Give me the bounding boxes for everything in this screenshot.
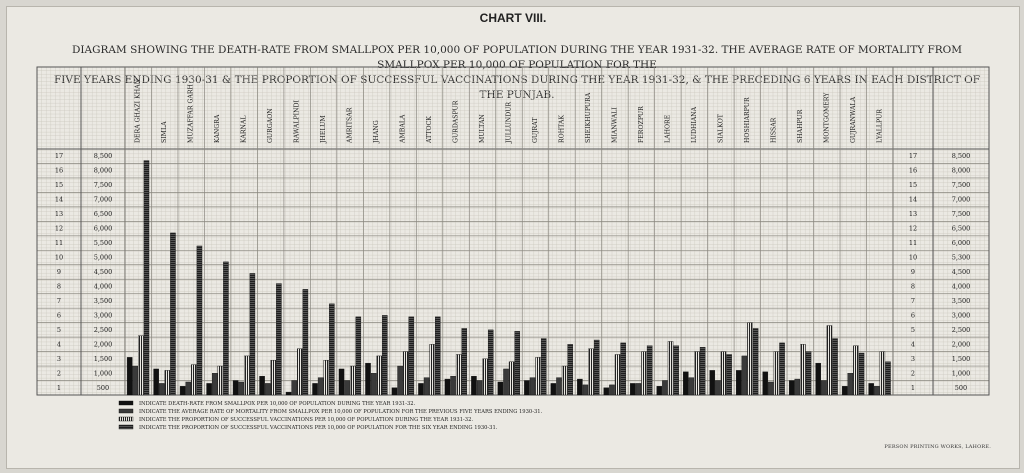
bar (409, 317, 414, 395)
left-scale-tick: 13 (54, 210, 64, 219)
bar (885, 362, 890, 395)
left-scale-tick: 14 (54, 195, 64, 204)
bar (445, 379, 450, 395)
right-scale-tick: 16 (908, 166, 918, 175)
district-label: JHANG (373, 120, 381, 143)
right-scale-tick: 14 (908, 195, 918, 204)
bar (800, 344, 805, 395)
district-label: JULLUNDUR (505, 101, 513, 143)
left-scale-tick: 4 (56, 340, 62, 349)
bar (869, 383, 874, 395)
bar (223, 262, 228, 395)
bar (339, 369, 344, 395)
right-vacc-scale-tick: 6,500 (951, 224, 971, 233)
left-vacc-scale-tick: 4,500 (93, 268, 113, 276)
legend-swatch (119, 401, 133, 405)
bar (218, 366, 223, 395)
right-vacc-scale-tick: 3,500 (951, 296, 971, 305)
right-vacc-scale-tick: 2,000 (951, 340, 971, 349)
district-label: HOSHIARPUR (743, 97, 751, 143)
bar (418, 383, 423, 395)
bar (795, 379, 800, 395)
district-label: LAHORE (664, 114, 672, 143)
bar (674, 346, 679, 395)
district-label: ROHTAK (558, 114, 566, 143)
right-scale-tick: 13 (908, 210, 918, 219)
right-scale-tick: 10 (908, 253, 918, 262)
left-vacc-scale-tick: 6,500 (93, 210, 113, 219)
bar (874, 386, 879, 395)
right-scale-tick: 4 (910, 340, 916, 349)
bar (683, 372, 688, 395)
left-scale-tick: 12 (54, 224, 64, 233)
bar (736, 370, 741, 395)
district-label: GURGAON (267, 108, 275, 143)
bar (509, 362, 514, 395)
bar (165, 370, 170, 395)
district-label: SHEIKHUPURA (584, 92, 592, 143)
bar (207, 383, 212, 395)
district-label: MUZAFFAR GARH (187, 84, 195, 143)
district-label: RAWALPINDI (293, 100, 301, 143)
right-vacc-scale-tick: 1,000 (951, 369, 971, 378)
right-vacc-scale-tick: 8,500 (951, 152, 971, 161)
bar (403, 352, 408, 395)
bar (753, 328, 758, 395)
district-label: MIANWALI (611, 107, 619, 143)
bar (621, 343, 626, 395)
bar (498, 382, 503, 395)
district-label: GUJRAT (531, 117, 539, 143)
district-label: DERA GHAZI KHAN (134, 79, 142, 143)
bar (604, 388, 609, 395)
left-scale-tick: 5 (56, 325, 62, 334)
district-label: MULTAN (479, 114, 487, 143)
district-label: SHAHPUR (796, 109, 804, 143)
bar (456, 354, 461, 395)
bar (848, 373, 853, 395)
district-label: SIMLA (161, 121, 169, 143)
bar (318, 378, 323, 395)
left-scale-tick: 8 (56, 282, 62, 291)
bar (710, 370, 715, 395)
bar (356, 317, 361, 395)
bar (689, 378, 694, 395)
bar (471, 376, 476, 395)
left-vacc-scale-tick: 7,500 (93, 181, 113, 190)
bar (774, 352, 779, 395)
bar (345, 381, 350, 395)
right-scale-tick: 6 (910, 311, 916, 320)
bar (556, 378, 561, 395)
bar (365, 363, 370, 395)
bar (715, 381, 720, 395)
left-vacc-scale-tick: 4,000 (93, 282, 113, 291)
bar (562, 366, 567, 395)
left-scale-tick: 1 (56, 383, 62, 392)
bar (583, 385, 588, 395)
bar (636, 383, 641, 395)
bar (170, 233, 175, 395)
bar (462, 328, 467, 395)
bar (594, 340, 599, 395)
left-scale-tick: 2 (56, 369, 62, 378)
bar (292, 381, 297, 395)
bar (424, 378, 429, 395)
left-scale-tick: 17 (54, 152, 64, 161)
bar (536, 357, 541, 395)
district-label: AMRITSAR (346, 107, 354, 143)
bar (641, 352, 646, 395)
bar (154, 369, 159, 395)
bar (821, 381, 826, 395)
bar (276, 284, 281, 395)
legend-swatch (119, 409, 133, 413)
left-vacc-scale-tick: 6,000 (93, 224, 113, 233)
printer-footer: PERSON PRINTING WORKS, LAHORE. (884, 444, 991, 450)
bar (286, 392, 291, 395)
right-scale-tick: 11 (908, 239, 918, 248)
chart-title: CHART VIII. (479, 11, 547, 25)
bar (398, 366, 403, 395)
bar (329, 304, 334, 395)
bar (780, 343, 785, 395)
bar (657, 386, 662, 395)
bar (271, 360, 276, 395)
bar (477, 381, 482, 395)
left-scale-tick: 9 (56, 268, 62, 276)
left-scale-tick: 16 (54, 166, 64, 175)
bar (503, 369, 508, 395)
right-vacc-scale-tick: 4,500 (951, 268, 971, 276)
bar (324, 360, 329, 395)
subtitle-line-1: DIAGRAM SHOWING THE DEATH-RATE FROM SMALLPOX PER 10,000 OF POPULATION DURING THE YEAR 1931-32. THE AVERAGE RATE OF MORTALITY FROM SMALLPOX PER 10,000 OF POPULATION FOR THE (71, 44, 963, 71)
bar (568, 344, 573, 395)
right-scale-tick: 17 (908, 152, 918, 161)
district-label: FEROZPUR (637, 106, 645, 143)
left-vacc-scale-tick: 7,000 (93, 195, 113, 204)
left-scale-tick: 3 (56, 354, 62, 363)
district-label: ATTOCK (426, 116, 434, 143)
bar (747, 323, 752, 395)
district-label: KARNAL (240, 115, 248, 143)
left-scale-tick: 15 (54, 181, 64, 190)
bar (312, 383, 317, 395)
bar (880, 352, 885, 395)
bar (763, 372, 768, 395)
bar (133, 366, 138, 395)
left-vacc-scale-tick: 3,000 (93, 311, 113, 320)
left-scale-tick: 7 (56, 296, 62, 305)
bar (609, 385, 614, 395)
bar (630, 383, 635, 395)
district-label: KANGRA (214, 114, 222, 143)
bar (233, 381, 238, 395)
subtitle-line-2: FIVE YEARS ENDING 1930-31 & THE PROPORTION OF SUCCESSFUL VACCINATIONS DURING THE YEAR 1931-32, & THE PRECEDING 6 YEARS IN EACH DISTRICT OF THE PUNJAB. (54, 74, 980, 101)
bar (647, 346, 652, 395)
bar (551, 383, 556, 395)
bar (265, 383, 270, 395)
district-label: LUDHIANA (690, 106, 698, 143)
bar (589, 349, 594, 395)
district-label: LYALLPUR (876, 109, 884, 143)
right-vacc-scale-tick: 8,000 (951, 166, 971, 175)
left-scale-tick: 11 (54, 239, 64, 248)
right-vacc-scale-tick: 6,000 (951, 239, 971, 248)
bar (768, 382, 773, 395)
district-label: AMBALA (399, 114, 407, 143)
left-vacc-scale-tick: 2,000 (93, 340, 113, 349)
bar (144, 161, 149, 395)
left-vacc-scale-tick: 3,500 (93, 296, 113, 305)
bar (662, 381, 667, 395)
right-vacc-scale-tick: 4,000 (951, 282, 971, 291)
left-scale-tick: 6 (56, 311, 62, 320)
bar (382, 315, 387, 395)
legend-label: INDICATE THE PROPORTION OF SUCCESSFUL VACCINATIONS PER 10,000 OF POPULATION FOR THE SIX YEAR ENDING 1930-31. (139, 425, 498, 431)
legend-label: INDICATE THE PROPORTION OF SUCCESSFUL VACCINATIONS PER 10,000 OF POPULATION DURING THE YEAR 1931-32. (139, 417, 474, 423)
bar (816, 363, 821, 395)
district-label: GURDASPUR (452, 100, 460, 143)
left-vacc-scale-tick: 8,000 (93, 166, 113, 175)
district-label: GUJRANWALA (849, 96, 857, 143)
bar (435, 317, 440, 395)
bar (186, 382, 191, 395)
bar (244, 356, 249, 395)
bar (530, 378, 535, 395)
right-vacc-scale-tick: 5,300 (951, 253, 971, 262)
bar-chart (7, 7, 1019, 468)
bar (250, 273, 255, 395)
bar (303, 289, 308, 395)
right-scale-tick: 1 (910, 383, 916, 392)
left-scale-tick: 10 (54, 253, 64, 262)
right-scale-tick: 9 (910, 268, 916, 276)
bar (430, 344, 435, 395)
bar (212, 373, 217, 395)
right-vacc-scale-tick: 7,500 (951, 210, 971, 219)
bar (127, 357, 132, 395)
district-label: JHELUM (320, 115, 328, 143)
bar (577, 379, 582, 395)
district-label: MONTGOMERY (823, 92, 831, 143)
right-vacc-scale-tick: 2,500 (951, 325, 971, 334)
chart-sheet (6, 6, 1020, 469)
district-label: HISSAR (770, 117, 778, 143)
legend-label: INDICATE THE AVERAGE RATE OF MORTALITY FROM SMALLPOX PER 10,000 OF POPULATION FOR THE PREVIOUS FIVE YEARS ENDING 1930-31. (139, 409, 543, 415)
left-vacc-scale-tick: 1,000 (93, 369, 113, 378)
right-vacc-scale-tick: 7,500 (951, 181, 971, 190)
legend-swatch (119, 417, 133, 421)
right-scale-tick: 5 (910, 325, 916, 334)
bar (350, 366, 355, 395)
bar (392, 388, 397, 395)
right-scale-tick: 8 (910, 282, 916, 291)
bar (260, 376, 265, 395)
bar (668, 341, 673, 395)
right-scale-tick: 7 (910, 296, 916, 305)
district-label: SIALKOT (717, 114, 725, 143)
bar (727, 354, 732, 395)
bar (488, 330, 493, 395)
bar (451, 376, 456, 395)
bar (515, 331, 520, 395)
right-scale-tick: 3 (910, 354, 916, 363)
bar (297, 349, 302, 395)
right-vacc-scale-tick: 3,000 (951, 311, 971, 320)
left-vacc-scale-tick: 5,000 (93, 253, 113, 262)
bar (827, 326, 832, 395)
bar (239, 382, 244, 395)
bar (483, 359, 488, 395)
bar (138, 336, 143, 395)
legend-label: INDICATE DEATH-RATE FROM SMALLPOX PER 10,000 OF POPULATION DURING THE YEAR 1931-32. (139, 401, 416, 407)
bar (377, 356, 382, 395)
bar (524, 381, 529, 395)
right-scale-tick: 15 (908, 181, 918, 190)
bar (842, 386, 847, 395)
bar (541, 339, 546, 395)
right-vacc-scale-tick: 1,500 (951, 354, 971, 363)
right-scale-tick: 2 (910, 369, 916, 378)
bar (789, 381, 794, 395)
left-vacc-scale-tick: 2,500 (93, 325, 113, 334)
bar (191, 365, 196, 395)
legend-swatch (119, 425, 133, 429)
left-vacc-scale-tick: 500 (96, 383, 110, 392)
right-vacc-scale-tick: 7,000 (951, 195, 971, 204)
bar (859, 353, 864, 395)
left-vacc-scale-tick: 5,500 (93, 239, 113, 248)
bar (197, 246, 202, 395)
bar (806, 352, 811, 395)
left-vacc-scale-tick: 1,500 (93, 354, 113, 363)
right-vacc-scale-tick: 500 (954, 383, 968, 392)
bar (371, 373, 376, 395)
bar (159, 383, 164, 395)
bar (721, 352, 726, 395)
bar (615, 354, 620, 395)
right-scale-tick: 12 (908, 224, 918, 233)
bar (832, 339, 837, 395)
bar (700, 347, 705, 395)
left-vacc-scale-tick: 8,500 (93, 152, 113, 161)
bar (853, 346, 858, 395)
bar (180, 386, 185, 395)
bar (694, 352, 699, 395)
bar (742, 356, 747, 395)
